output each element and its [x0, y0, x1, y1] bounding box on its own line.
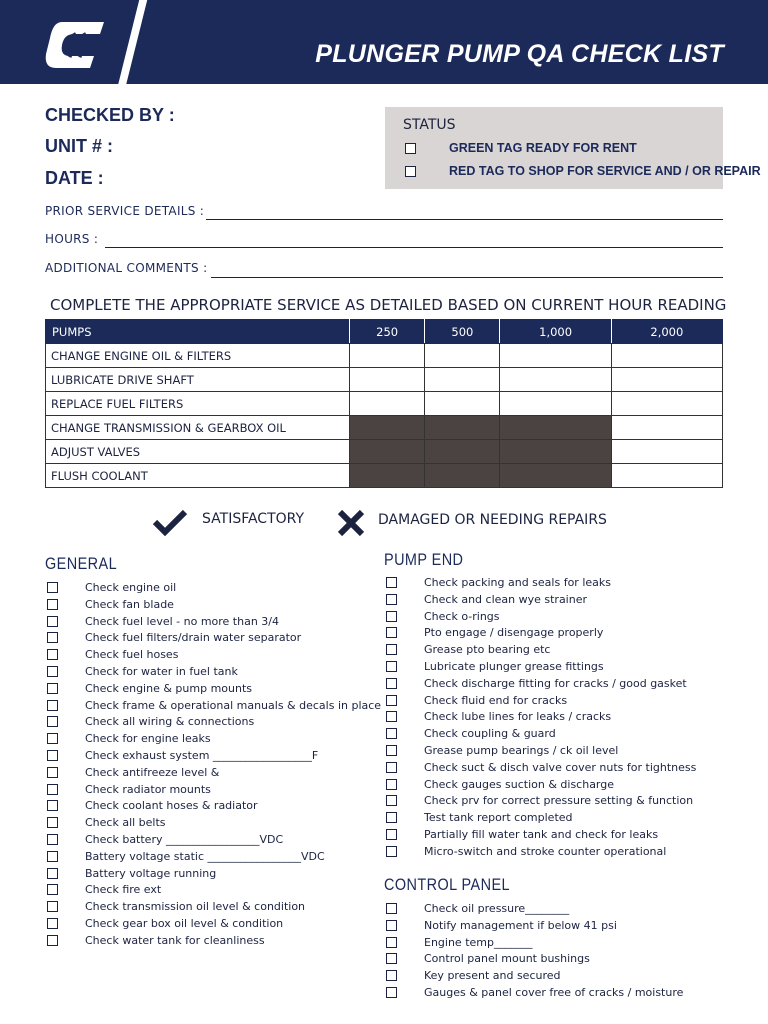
service-row-label: REPLACE FUEL FILTERS	[46, 392, 350, 416]
item-checkbox[interactable]	[47, 649, 58, 660]
col-header-pumps: PUMPS	[46, 320, 350, 344]
item-checkbox[interactable]	[47, 834, 58, 845]
checklist-item-label: Check water tank for cleanliness	[85, 933, 265, 947]
checklist-item-label: Battery voltage static _________________VDC	[85, 849, 325, 863]
checklist-item-label: Check coolant hoses & radiator	[85, 799, 258, 813]
service-cell[interactable]	[611, 440, 722, 464]
item-checkbox[interactable]	[47, 599, 58, 610]
comments-field[interactable]	[211, 277, 723, 278]
checklist-item-label: Check radiator mounts	[85, 782, 211, 796]
status-box	[385, 107, 761, 189]
red-tag-checkbox[interactable]	[405, 166, 416, 177]
item-checkbox[interactable]	[47, 884, 58, 895]
checklist-item-label: Check suct & disch valve cover nuts for tightness	[424, 760, 697, 774]
item-checkbox[interactable]	[47, 616, 58, 627]
checklist-item-label: Check fan blade	[85, 597, 174, 611]
prior-service-field[interactable]	[206, 219, 723, 220]
checked-by-label: CHECKED BY :	[45, 105, 175, 125]
service-cell[interactable]	[611, 368, 722, 392]
checklist-item-label: Control panel mount bushings	[424, 952, 590, 966]
service-cell[interactable]	[425, 368, 500, 392]
checklist-item-label: Check engine & pump mounts	[85, 681, 253, 695]
service-cell[interactable]	[350, 392, 425, 416]
status-title: STATUS	[403, 117, 456, 133]
service-cell-not-applicable	[425, 440, 500, 464]
checklist-item-label: Check and clean wye strainer	[424, 592, 588, 606]
item-checkbox[interactable]	[386, 577, 397, 588]
service-cell[interactable]	[611, 392, 722, 416]
comments-label: ADDITIONAL COMMENTS :	[45, 261, 208, 275]
general-heading: GENERAL	[45, 554, 118, 573]
col-header-1000: 1,000	[500, 320, 611, 344]
item-checkbox[interactable]	[386, 762, 397, 773]
date-label: DATE :	[45, 168, 104, 188]
item-checkbox[interactable]	[386, 661, 397, 672]
checklist-item-label: Check gear box oil level & condition	[85, 916, 284, 930]
item-checkbox[interactable]	[386, 779, 397, 790]
service-cell[interactable]	[425, 392, 500, 416]
col-header-500: 500	[425, 320, 500, 344]
control-panel-heading: CONTROL PANEL	[384, 875, 510, 894]
item-checkbox[interactable]	[47, 800, 58, 811]
item-checkbox[interactable]	[386, 920, 397, 931]
company-logo-icon	[42, 20, 112, 70]
checklist-item-label: Notify management if below 41 psi	[424, 918, 617, 932]
service-row	[46, 392, 723, 416]
x-mark-icon	[336, 508, 366, 538]
service-cell-not-applicable	[500, 464, 611, 488]
item-checkbox[interactable]	[386, 711, 397, 722]
checklist-item-label: Lubricate plunger grease fittings	[424, 659, 604, 673]
service-row-label: CHANGE TRANSMISSION & GEARBOX OIL	[46, 416, 350, 440]
page-title: PLUNGER PUMP QA CHECK LIST	[315, 40, 724, 68]
item-checkbox[interactable]	[386, 987, 397, 998]
service-row	[46, 464, 723, 488]
checklist-item-label: Check oil pressure________	[424, 902, 570, 915]
green-tag-checkbox[interactable]	[405, 143, 416, 154]
service-row-label: FLUSH COOLANT	[46, 464, 350, 488]
service-cell-not-applicable	[425, 464, 500, 488]
checklist-item-label: Check all wiring & connections	[85, 715, 255, 729]
item-checkbox[interactable]	[47, 716, 58, 727]
item-checkbox[interactable]	[47, 733, 58, 744]
service-row	[46, 416, 723, 440]
col-header-2000: 2,000	[611, 320, 722, 344]
item-checkbox[interactable]	[386, 678, 397, 689]
checklist-item-label: Check prv for correct pressure setting & function	[424, 794, 694, 808]
service-cell-not-applicable	[500, 416, 611, 440]
checkmark-icon	[152, 508, 188, 536]
item-checkbox[interactable]	[47, 935, 58, 946]
item-checkbox[interactable]	[47, 784, 58, 795]
item-checkbox[interactable]	[47, 700, 58, 711]
checklist-item-label: Partially fill water tank and check for leaks	[424, 827, 659, 841]
service-cell-not-applicable	[425, 416, 500, 440]
header-bar	[0, 0, 768, 84]
service-row	[46, 368, 723, 392]
service-cell[interactable]	[611, 416, 722, 440]
hours-label: HOURS :	[45, 232, 99, 246]
item-checkbox[interactable]	[47, 918, 58, 929]
service-cell-not-applicable	[350, 464, 425, 488]
item-checkbox[interactable]	[47, 582, 58, 593]
item-checkbox[interactable]	[386, 829, 397, 840]
service-cell-not-applicable	[350, 416, 425, 440]
service-heading: COMPLETE THE APPROPRIATE SERVICE AS DETAILED BASED ON CURRENT HOUR READING	[50, 296, 727, 314]
checklist-item-label: Check o-rings	[424, 609, 500, 623]
item-checkbox[interactable]	[386, 611, 397, 622]
item-checkbox[interactable]	[386, 594, 397, 605]
service-row	[46, 440, 723, 464]
checklist-item-label: Check fuel hoses	[85, 648, 179, 662]
checklist-item-label: Check frame & operational manuals & decals in place	[85, 698, 382, 712]
checklist-item-label: Check transmission oil level & condition	[85, 900, 306, 914]
item-checkbox[interactable]	[386, 846, 397, 857]
checklist-item-label: Check packing and seals for leaks	[424, 576, 611, 589]
item-checkbox[interactable]	[47, 817, 58, 828]
item-checkbox[interactable]	[47, 767, 58, 778]
service-table	[45, 319, 723, 488]
checklist-item-label: Grease pump bearings / ck oil level	[424, 743, 619, 757]
green-tag-label: GREEN TAG READY FOR RENT	[449, 141, 637, 155]
item-checkbox[interactable]	[47, 683, 58, 694]
checklist-item-label: Test tank report completed	[424, 811, 573, 825]
checklist-item-label: Check for engine leaks	[85, 732, 211, 746]
checklist-item-label: Check lube lines for leaks / cracks	[424, 710, 612, 724]
item-checkbox[interactable]	[386, 812, 397, 823]
checklist-item-label: Check coupling & guard	[424, 727, 556, 741]
checklist-item-label: Battery voltage running	[85, 866, 217, 880]
item-checkbox[interactable]	[47, 750, 58, 761]
service-cell[interactable]	[425, 344, 500, 368]
checklist-item-label: Check exhaust system __________________F	[85, 748, 319, 762]
checklist-item-label: Check all belts	[85, 816, 166, 830]
item-checkbox[interactable]	[386, 644, 397, 655]
item-checkbox[interactable]	[47, 851, 58, 862]
checklist-item-label: Check fuel filters/drain water separator	[85, 631, 302, 645]
service-cell[interactable]	[350, 368, 425, 392]
col-header-250: 250	[350, 320, 425, 344]
checklist-item-label: Check for water in fuel tank	[85, 664, 238, 678]
prior-service-label: PRIOR SERVICE DETAILS :	[45, 204, 205, 218]
service-cell[interactable]	[500, 344, 611, 368]
checklist-item-label: Check discharge fitting for cracks / good gasket	[424, 676, 687, 690]
service-cell[interactable]	[500, 368, 611, 392]
header-divider	[114, 0, 149, 84]
item-checkbox[interactable]	[47, 666, 58, 677]
service-row-label: ADJUST VALVES	[46, 440, 350, 464]
service-cell[interactable]	[500, 392, 611, 416]
checklist-item-label: Check gauges suction & discharge	[424, 777, 615, 791]
item-checkbox[interactable]	[386, 745, 397, 756]
checklist-item-label: Check fuel level - no more than 3/4	[85, 614, 280, 628]
service-row-label: LUBRICATE DRIVE SHAFT	[46, 368, 350, 392]
service-table-header	[46, 320, 723, 344]
checklist-item-label: Check engine oil	[85, 581, 177, 594]
service-cell-not-applicable	[500, 440, 611, 464]
red-tag-label: RED TAG TO SHOP FOR SERVICE AND / OR REPAIR	[449, 164, 761, 178]
service-cell-not-applicable	[350, 440, 425, 464]
item-checkbox[interactable]	[386, 795, 397, 806]
item-checkbox[interactable]	[386, 695, 397, 706]
checklist-item-label: Check battery _________________VDC	[85, 832, 284, 846]
checklist-item-label: Grease pto bearing etc	[424, 643, 551, 657]
legend-damaged-label: DAMAGED OR NEEDING REPAIRS	[378, 512, 607, 528]
item-checkbox[interactable]	[386, 937, 397, 948]
item-checkbox[interactable]	[386, 903, 397, 914]
service-cell[interactable]	[350, 344, 425, 368]
checklist-item-label: Check fluid end for cracks	[424, 693, 568, 707]
service-cell[interactable]	[611, 464, 722, 488]
checklist-item-label: Check fire ext	[85, 883, 162, 897]
item-checkbox[interactable]	[386, 728, 397, 739]
unit-label: UNIT # :	[45, 136, 114, 156]
service-row-label: CHANGE ENGINE OIL & FILTERS	[46, 344, 350, 368]
item-checkbox[interactable]	[47, 632, 58, 643]
item-checkbox[interactable]	[386, 627, 397, 638]
item-checkbox[interactable]	[47, 868, 58, 879]
hours-field[interactable]	[105, 247, 723, 248]
checklist-item-label: Check antifreeze level &	[85, 765, 220, 779]
checklist-item-label: Pto engage / disengage properly	[424, 626, 604, 640]
checklist-item-label: Engine temp_______	[424, 935, 533, 949]
item-checkbox[interactable]	[386, 953, 397, 964]
legend-satisfactory-label: SATISFACTORY	[202, 511, 305, 527]
checklist-item-label: Micro-switch and stroke counter operational	[424, 844, 667, 858]
item-checkbox[interactable]	[47, 901, 58, 912]
item-checkbox[interactable]	[386, 970, 397, 981]
service-row	[46, 344, 723, 368]
checklist-item-label: Key present and secured	[424, 969, 561, 983]
checklist-item-label: Gauges & panel cover free of cracks / moisture	[424, 985, 684, 999]
pump-end-heading: PUMP END	[384, 550, 464, 569]
service-cell[interactable]	[611, 344, 722, 368]
